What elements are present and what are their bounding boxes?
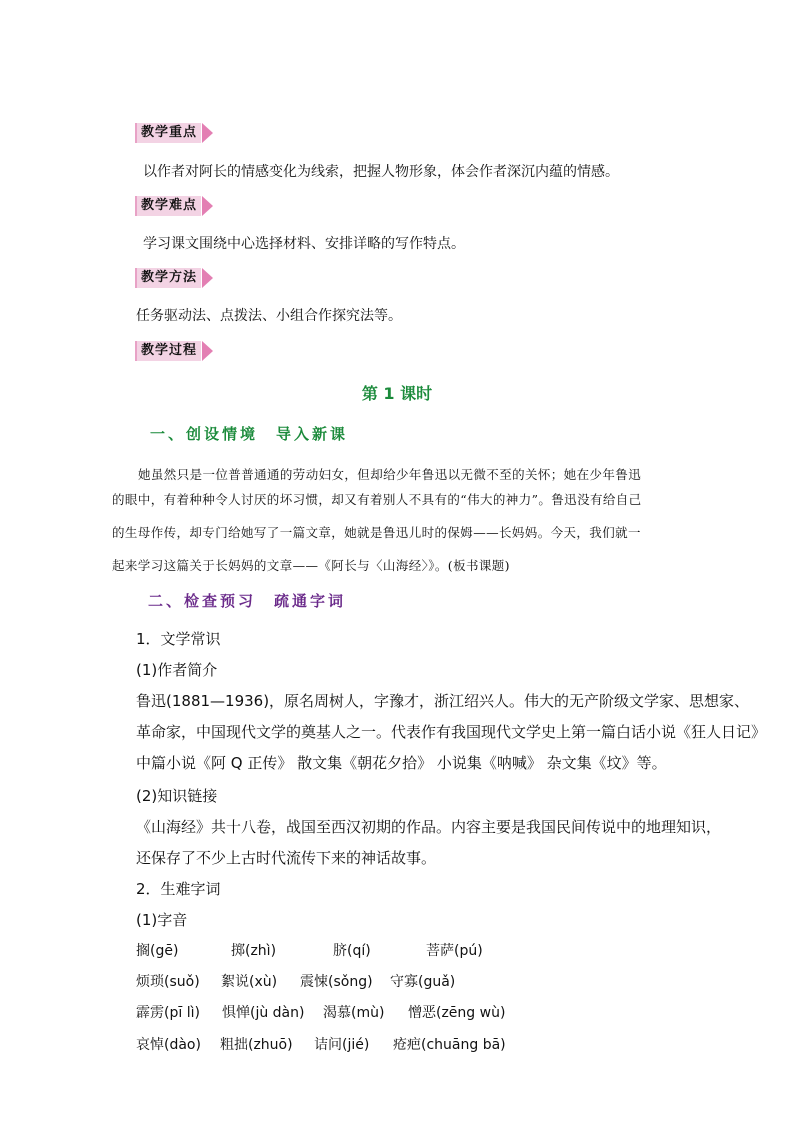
item-literary-knowledge: 1．文学常识: [136, 630, 221, 648]
author-line: 鲁迅(1881—1936)，原名周树人，字豫才，浙江绍兴人。伟大的无产阶级文学家、思想家、: [136, 692, 750, 710]
item-knowledge-link: (2)知识链接: [136, 787, 218, 805]
tag-arrow-icon: [202, 196, 213, 216]
section2-title: 二、检查预习 疏通字词: [148, 592, 347, 610]
item-pronunciation: (1)字音: [136, 911, 188, 929]
tag-difficulties-label: 教学难点: [135, 196, 201, 216]
vocab-item: 霹雳(pī lì): [136, 1005, 200, 1021]
vocab-item: 粗拙(zhuō): [220, 1037, 293, 1053]
author-line: 革命家，中国现代文学的奠基人之一。代表作有我国现代文学史上第一篇白话小说《狂人日记》: [136, 723, 767, 741]
tag-key-points-label: 教学重点: [135, 123, 201, 143]
tag-arrow-icon: [202, 268, 213, 288]
vocab-item: 疮疤(chuāng bā): [393, 1037, 506, 1053]
vocab-item: 惧惮(jù dàn): [222, 1005, 305, 1021]
vocab-item: 脐(qí): [333, 943, 371, 959]
tag-difficulties: [135, 196, 213, 216]
intro-line: 的眼中，有着种种令人讨厌的坏习惯，却又有着别人不具有的“伟大的神力”。鲁迅没有给自己: [112, 492, 642, 507]
intro-line: 的生母作传，却专门给她写了一篇文章，她就是鲁迅儿时的保姆——长妈妈。今天，我们就一: [112, 525, 641, 540]
tag-methods-label: 教学方法: [135, 268, 201, 288]
tag-key-points: [135, 123, 213, 143]
vocab-item: 烦琐(suǒ): [136, 974, 200, 990]
vocab-item: 菩萨(pú): [426, 943, 483, 959]
vocab-item: 掷(zhì): [231, 943, 277, 959]
vocab-item: 絮说(xù): [221, 974, 278, 990]
vocab-item: 诘问(jié): [314, 1037, 370, 1053]
item-author-intro: (1)作者简介: [136, 661, 218, 679]
vocab-item: 搁(gē): [136, 943, 179, 959]
lesson-title: 第 1 课时: [361, 384, 433, 403]
vocab-item: 哀悼(dào): [136, 1037, 201, 1053]
item-difficult-words: 2．生难字词: [136, 880, 221, 898]
vocab-item: 守寡(guǎ): [390, 974, 456, 990]
author-line: 中篇小说《阿 Q 正传》 散文集《朝花夕拾》 小说集《呐喊》 杂文集《坟》等。: [136, 754, 667, 772]
tag-methods: [135, 268, 213, 288]
tag-process-label: 教学过程: [135, 341, 201, 361]
tag-process: [135, 341, 213, 361]
tag-arrow-icon: [202, 123, 213, 143]
section1-title: 一、创设情境 导入新课: [150, 425, 349, 443]
link-line: 还保存了不少上古时代流传下来的神话故事。: [136, 849, 437, 867]
key-points-text: 以作者对阿长的情感变化为线索，把握人物形象，体会作者深沉内蕴的情感。: [143, 164, 619, 180]
difficulties-text: 学习课文围绕中心选择材料、安排详略的写作特点。: [143, 236, 465, 252]
tag-arrow-icon: [202, 341, 213, 361]
link-line: 《山海经》共十八卷，战国至西汉初期的作品。内容主要是我国民间传说中的地理知识，: [136, 818, 722, 836]
methods-text: 任务驱动法、点拨法、小组合作探究法等。: [136, 308, 402, 324]
vocab-item: 震悚(sǒng): [300, 974, 373, 990]
vocab-item: 渴慕(mù): [323, 1005, 385, 1021]
intro-line: 起来学习这篇关于长妈妈的文章——《阿长与〈山海经〉》。(板书课题): [112, 558, 510, 573]
vocab-item: 憎恶(zēng wù): [408, 1005, 506, 1021]
intro-line: 她虽然只是一位普普通通的劳动妇女，但却给少年鲁迅以无微不至的关怀；她在少年鲁迅: [138, 467, 642, 482]
